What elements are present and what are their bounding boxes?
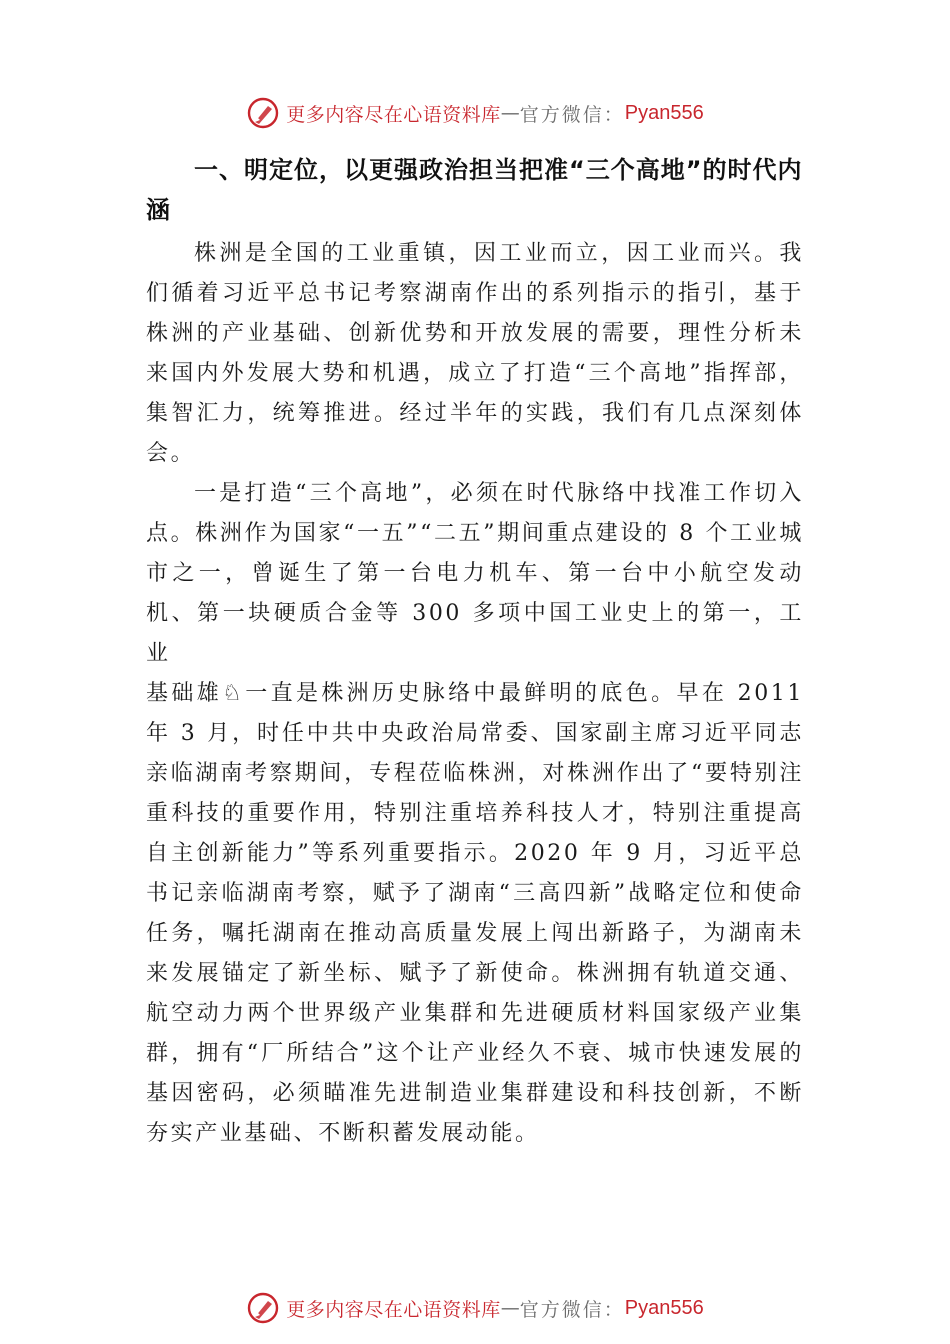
banner-separator: — — [500, 102, 520, 124]
banner-wechat-label: 官方微信： — [519, 1298, 625, 1321]
paragraph-2: 一是打造“三个高地”，必须在时代脉络中找准工作切入点。株洲作为国家“一五”“二五”期间重点建设的 8 个工业城市之一，曾诞生了第一台电力机车、第一台中小航空发动机、第一块硬质合金等 300 多项中国工业史上的第一，工业 — [146, 481, 804, 666]
footer-banner — [0, 1288, 950, 1328]
document-body — [146, 150, 804, 1154]
banner-wechat-label: 官方微信： — [519, 103, 625, 126]
section-heading: 一、明定位，以更强政治担当把准“三个高地”的时代内涵 — [146, 156, 803, 224]
banner-wechat-id: Pyan556 — [624, 1296, 704, 1319]
pen-nib-logo-icon — [246, 1291, 280, 1325]
pen-nib-logo-icon — [246, 96, 280, 130]
banner-separator: — — [500, 1297, 520, 1319]
banner-wechat-id: Pyan556 — [624, 101, 704, 124]
banner-text: 更多内容尽在心语资料库 — [286, 1298, 501, 1321]
paragraph-1: 株洲是全国的工业重镇，因工业而立，因工业而兴。我们循着习近平总书记考察湖南作出的系列指示的指引，基于株洲的产业基础、创新优势和开放发展的需要，理性分析未来国内外发展大势和机遇，成立了打造“三个高地”指挥部，集智汇力，统筹推进。经过半年的实践，我们有几点深刻体会。 — [146, 241, 804, 466]
banner-text: 更多内容尽在心语资料库 — [286, 103, 501, 126]
paragraph-3: 基础雄♘一直是株洲历史脉络中最鲜明的底色。早在 2011 年 3 月，时任中共中央政治局常委、国家副主席习近平同志亲临湖南考察期间，专程莅临株洲，对株洲作出了“要特别注重科技的重要作用，特别注重培养科技人才，特别注重提高自主创新能力”等系列重要指示。2020 年 9 月，习近平总书记亲临湖南考察，赋予了湖南“三高四新”战略定位和使命任务，嘱托湖南在推动高质量发展上闯出新路子，为湖南未来发展锚定了新坐标、赋予了新使命。株洲拥有轨道交通、航空动力两个世界级产业集群和先进硬质材料国家级产业集群，拥有“厂所结合”这个让产业经久不衰、城市快速发展的基因密码，必须瞄准先进制造业集群建设和科技创新，不断夯实产业基础、不断积蓄发展动能。 — [146, 681, 804, 1146]
header-banner — [0, 93, 950, 133]
